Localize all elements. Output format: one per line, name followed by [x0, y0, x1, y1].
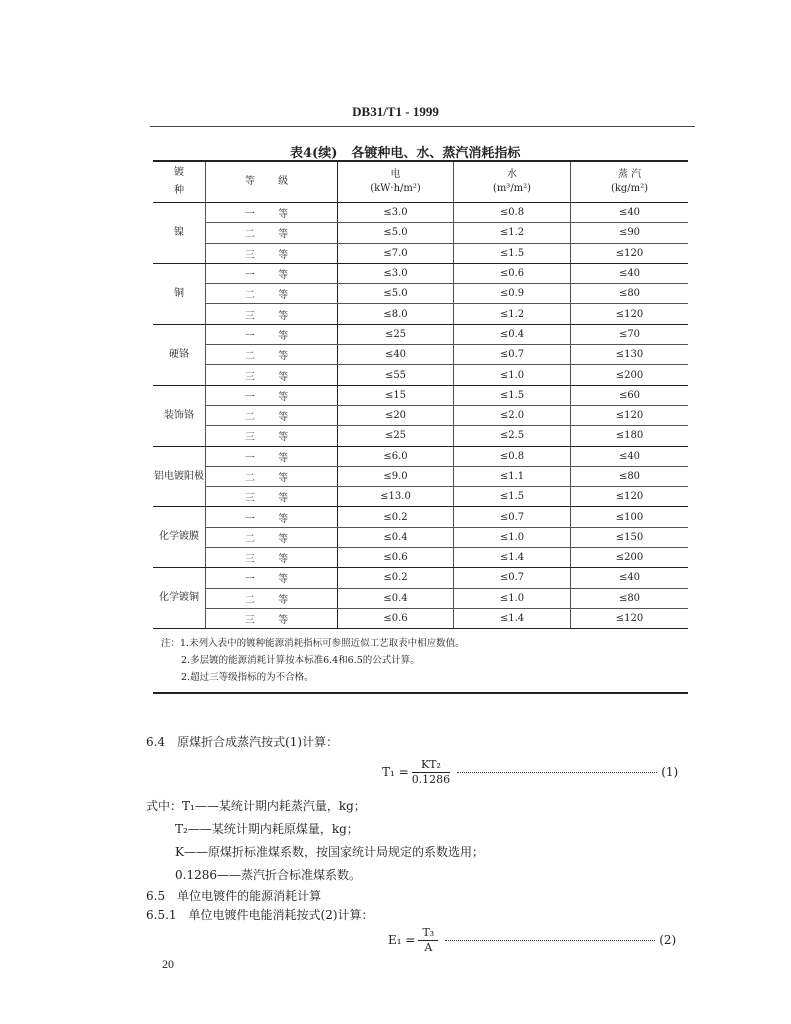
- electricity-cell: ≤25: [338, 426, 454, 446]
- table-row: [153, 548, 688, 568]
- plating-type-cell: 化学镀铜: [153, 568, 206, 629]
- plating-type-cell: 铜: [153, 263, 206, 324]
- table-row: [153, 487, 688, 507]
- table-row: [153, 405, 688, 425]
- formula-1-numerator: KT₂: [412, 758, 451, 773]
- water-cell: ≤0.8: [454, 446, 571, 466]
- water-cell: ≤1.4: [454, 608, 571, 628]
- electricity-cell: ≤0.2: [338, 568, 454, 588]
- table-row: [153, 588, 688, 608]
- steam-cell: ≤150: [571, 527, 689, 547]
- formula-2: [388, 926, 676, 955]
- water-cell: ≤1.5: [454, 243, 571, 263]
- grade-cell: 二 等: [206, 466, 338, 486]
- col-header-steam: 蒸 汽 (kg/m²): [571, 161, 689, 203]
- standard-code: DB31/T1 - 1999: [352, 104, 439, 119]
- formula-1-number: (1): [661, 765, 679, 779]
- electricity-cell: ≤0.4: [338, 527, 454, 547]
- water-cell: ≤1.1: [454, 466, 571, 486]
- steam-cell: ≤40: [571, 568, 689, 588]
- formula-2-fraction: [418, 926, 438, 955]
- steam-cell: ≤120: [571, 405, 689, 425]
- grade-cell: 三 等: [206, 426, 338, 446]
- leader-dots: [445, 940, 655, 941]
- steam-cell: ≤90: [571, 223, 689, 243]
- water-cell: ≤1.0: [454, 588, 571, 608]
- electricity-cell: ≤0.4: [338, 588, 454, 608]
- col-header-grade: 等 级: [206, 161, 338, 203]
- water-cell: ≤0.4: [454, 324, 571, 344]
- note-3: 2.超过三等级指标的为不合格。: [181, 672, 314, 684]
- electricity-cell: ≤7.0: [338, 243, 454, 263]
- steam-cell: ≤120: [571, 608, 689, 628]
- steam-cell: ≤180: [571, 426, 689, 446]
- steam-cell: ≤130: [571, 345, 689, 365]
- table-caption-label: 表4(续): [290, 146, 338, 161]
- plating-type-cell: 镍: [153, 203, 206, 264]
- steam-cell: ≤80: [571, 284, 689, 304]
- water-cell: ≤1.2: [454, 223, 571, 243]
- electricity-cell: ≤3.0: [338, 203, 454, 223]
- water-cell: ≤0.6: [454, 263, 571, 283]
- table-row: [153, 568, 688, 588]
- grade-cell: 三 等: [206, 304, 338, 324]
- table-row: [153, 223, 688, 243]
- electricity-cell: ≤13.0: [338, 487, 454, 507]
- grade-cell: 二 等: [206, 345, 338, 365]
- water-cell: ≤0.8: [454, 203, 571, 223]
- water-cell: ≤1.0: [454, 527, 571, 547]
- definition-t2: T₂——某统计期内耗原煤量，kg；: [175, 822, 359, 836]
- leader-dots: [457, 772, 657, 773]
- water-cell: ≤1.4: [454, 548, 571, 568]
- section-6-5-1-title: 6.5.1 单位电镀件电能消耗按式(2)计算：: [146, 908, 374, 922]
- electricity-cell: ≤40: [338, 345, 454, 365]
- formula-1-denominator: 0.1286: [411, 773, 451, 786]
- header-rule: [150, 126, 695, 127]
- grade-cell: 一 等: [206, 324, 338, 344]
- table-notes: [153, 629, 688, 694]
- electricity-cell: ≤6.0: [338, 446, 454, 466]
- table-row: [153, 527, 688, 547]
- water-cell: ≤0.7: [454, 507, 571, 527]
- electricity-cell: ≤3.0: [338, 263, 454, 283]
- page-number: 20: [162, 957, 174, 971]
- grade-cell: 三 等: [206, 365, 338, 385]
- table-row: [153, 203, 688, 223]
- section-6-4-title: 6.4 原煤折合成蒸汽按式(1)计算：: [146, 735, 339, 749]
- formula-1-lhs: T₁ =: [382, 765, 409, 779]
- electricity-cell: ≤8.0: [338, 304, 454, 324]
- table-row: [153, 385, 688, 405]
- definition-t1: 式中：T₁——某统计期内耗蒸汽量，kg；: [146, 799, 366, 813]
- electricity-cell: ≤55: [338, 365, 454, 385]
- table-header-row: [153, 161, 688, 203]
- table-row: [153, 263, 688, 283]
- table-row: [153, 365, 688, 385]
- steam-cell: ≤60: [571, 385, 689, 405]
- electricity-cell: ≤0.6: [338, 548, 454, 568]
- steam-cell: ≤200: [571, 548, 689, 568]
- steam-cell: ≤120: [571, 243, 689, 263]
- formula-2-denominator: A: [424, 941, 433, 954]
- table-row: [153, 507, 688, 527]
- steam-cell: ≤200: [571, 365, 689, 385]
- electricity-cell: ≤25: [338, 324, 454, 344]
- formula-2-lhs: E₁ =: [388, 933, 416, 947]
- col-header-electricity: 电 (kW·h/m²): [338, 161, 454, 203]
- grade-cell: 二 等: [206, 588, 338, 608]
- electricity-cell: ≤0.6: [338, 608, 454, 628]
- water-cell: ≤2.0: [454, 405, 571, 425]
- formula-1-fraction: [412, 758, 451, 787]
- plating-type-cell: 铝电镀阳极: [153, 446, 206, 507]
- water-cell: ≤0.7: [454, 345, 571, 365]
- table-row: [153, 243, 688, 263]
- formula-2-numerator: T₃: [418, 926, 438, 941]
- grade-cell: 二 等: [206, 284, 338, 304]
- table-row: [153, 446, 688, 466]
- water-cell: ≤0.7: [454, 568, 571, 588]
- water-cell: ≤1.5: [454, 385, 571, 405]
- formula-1: [382, 758, 678, 787]
- water-cell: ≤1.0: [454, 365, 571, 385]
- grade-cell: 二 等: [206, 405, 338, 425]
- grade-cell: 一 等: [206, 385, 338, 405]
- water-cell: ≤0.9: [454, 284, 571, 304]
- grade-cell: 二 等: [206, 223, 338, 243]
- note-1: 注：1.未列入表中的镀种能源消耗指标可参照近似工艺取表中相应数值。: [161, 638, 465, 650]
- notes-row: [153, 629, 688, 694]
- electricity-cell: ≤20: [338, 405, 454, 425]
- plating-type-cell: 化学镀膜: [153, 507, 206, 568]
- electricity-cell: ≤15: [338, 385, 454, 405]
- consumption-table: [153, 160, 688, 694]
- table-row: [153, 466, 688, 486]
- table-row: [153, 426, 688, 446]
- steam-cell: ≤80: [571, 588, 689, 608]
- grade-cell: 一 等: [206, 568, 338, 588]
- table-row: [153, 345, 688, 365]
- grade-cell: 二 等: [206, 527, 338, 547]
- electricity-cell: ≤5.0: [338, 223, 454, 243]
- definition-k: K——原煤折标准煤系数，按国家统计局规定的系数选用；: [175, 845, 484, 859]
- steam-cell: ≤40: [571, 446, 689, 466]
- water-cell: ≤2.5: [454, 426, 571, 446]
- steam-cell: ≤70: [571, 324, 689, 344]
- grade-cell: 一 等: [206, 446, 338, 466]
- steam-cell: ≤40: [571, 203, 689, 223]
- table-caption-title: 各镀种电、水、蒸汽消耗指标: [351, 146, 521, 161]
- note-2: 2.多层镀的能源消耗计算按本标准6.4和6.5的公式计算。: [181, 655, 420, 667]
- grade-cell: 一 等: [206, 263, 338, 283]
- steam-cell: ≤120: [571, 304, 689, 324]
- formula-2-number: (2): [659, 933, 677, 947]
- grade-cell: 三 等: [206, 608, 338, 628]
- table-row: [153, 324, 688, 344]
- electricity-cell: ≤9.0: [338, 466, 454, 486]
- steam-cell: ≤120: [571, 487, 689, 507]
- section-6-5-title: 6.5 单位电镀件的能源消耗计算: [146, 889, 322, 903]
- plating-type-cell: 装饰铬: [153, 385, 206, 446]
- electricity-cell: ≤5.0: [338, 284, 454, 304]
- water-cell: ≤1.2: [454, 304, 571, 324]
- steam-cell: ≤100: [571, 507, 689, 527]
- steam-cell: ≤80: [571, 466, 689, 486]
- table-caption: [290, 142, 534, 161]
- table-row: [153, 608, 688, 628]
- grade-cell: 三 等: [206, 487, 338, 507]
- definition-coefficient: 0.1286——蒸汽折合标准煤系数。: [175, 868, 361, 882]
- grade-cell: 三 等: [206, 548, 338, 568]
- water-cell: ≤1.5: [454, 487, 571, 507]
- table-row: [153, 284, 688, 304]
- electricity-cell: ≤0.2: [338, 507, 454, 527]
- grade-cell: 三 等: [206, 243, 338, 263]
- steam-cell: ≤40: [571, 263, 689, 283]
- grade-cell: 一 等: [206, 507, 338, 527]
- table-row: [153, 304, 688, 324]
- grade-cell: 一 等: [206, 203, 338, 223]
- plating-type-cell: 硬铬: [153, 324, 206, 385]
- table-body: [153, 203, 688, 629]
- col-header-water: 水 (m³/m²): [454, 161, 571, 203]
- col-header-type: 镀 种: [153, 161, 206, 203]
